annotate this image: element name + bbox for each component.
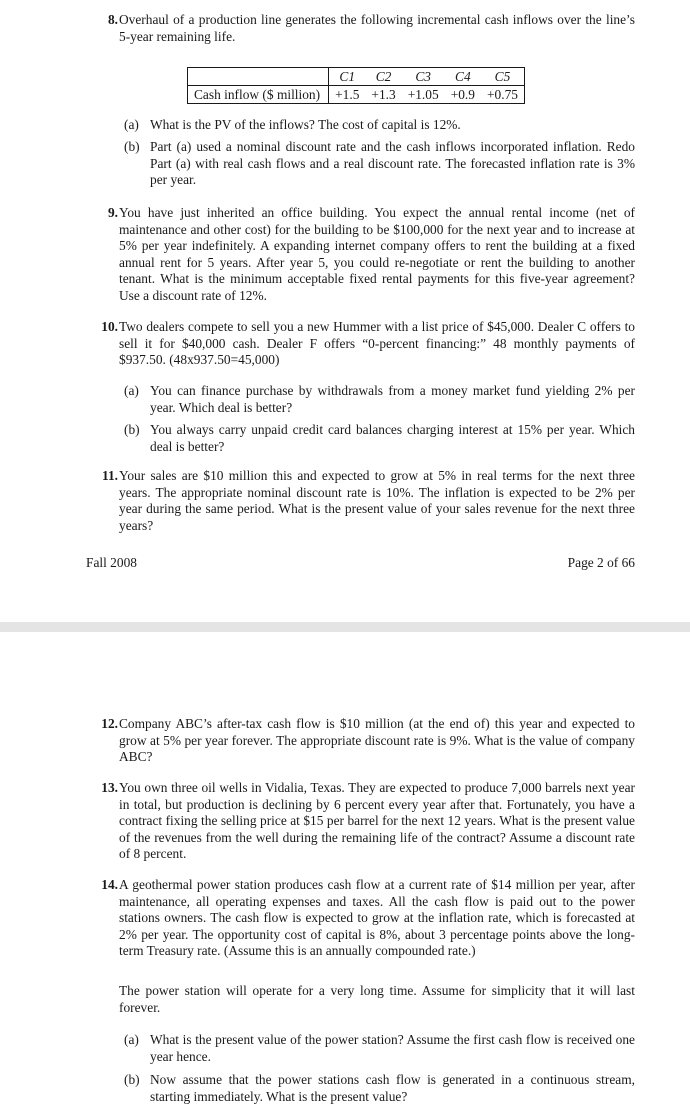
footer-page-number: Page 2 of 66	[567, 555, 635, 570]
sub-label: (a)	[124, 383, 139, 398]
question-number: 11.	[102, 468, 118, 483]
question-14b	[124, 1072, 635, 1105]
question-number: 12.	[101, 716, 118, 731]
column-header: C2	[375, 69, 392, 84]
table-cell: +0.75	[481, 86, 525, 104]
question-14-paragraph: The power station will operate for a very long time. Assume for simplicity that it will last forever.	[119, 983, 635, 1015]
page-2	[0, 632, 690, 1111]
question-text: You have just inherited an office building. You expect the annual rental income (net of maintenance and other cost) for the building to be $100,000 for the next year and to increase at 5% per year indefinitely. A expanding internet company offers to rent the building at a fixed annual rent for 5 years. After year 5, you could re-negotiate or rent the building to another tenant. What is the minimum acceptable fixed rental payments for this five-year agreement? Use a discount rate of 12%.	[119, 205, 635, 303]
table-cell: +1.5	[329, 86, 366, 104]
question-text: You own three oil wells in Vidalia, Texas. They are expected to produce 7,000 barrels next year in total, but production is declining by 6 percent every year after that. Fortunately, you have a contract fixing the selling price at $15 per barrel for the next 12 years. What is the present value of the revenues from the well during the remaining life of the contract? Assume a discount rate of 8 percent.	[119, 780, 635, 862]
page-separator	[0, 622, 690, 632]
table-row	[188, 86, 525, 104]
question-11	[86, 468, 635, 534]
question-8a	[124, 117, 635, 134]
question-10	[86, 319, 635, 369]
sub-text: What is the PV of the inflows? The cost of capital is 12%.	[150, 117, 461, 132]
sub-text: Now assume that the power stations cash flow is generated in a continuous stream, starting immediately. What is the present value?	[150, 1072, 635, 1104]
sub-text: What is the present value of the power station? Assume the first cash flow is received one year hence.	[150, 1032, 635, 1064]
question-text: Your sales are $10 million this and expected to grow at 5% in real terms for the next three years. The appropriate nominal discount rate is 10%. The inflation is expected to be 2% per year during the same period. What is the present value of your sales revenue for the next three years?	[119, 468, 635, 533]
column-header: C4	[455, 69, 471, 84]
question-number: 14.	[101, 877, 118, 892]
column-header: C3	[415, 69, 431, 84]
question-12	[86, 716, 635, 766]
question-8b	[124, 139, 635, 189]
question-14a	[124, 1032, 635, 1065]
footer-term: Fall 2008	[86, 555, 137, 570]
sub-label: (a)	[124, 1032, 139, 1047]
question-14	[86, 877, 635, 960]
question-text: Company ABC’s after-tax cash flow is $10 million (at the end of) this year and expected to grow at 5% per year forever. The appropriate discount rate is 9%. What is the value of company ABC?	[119, 716, 635, 765]
question-text: A geothermal power station produces cash flow at a current rate of $14 million per year, after maintenance, all operating expenses and taxes. All the cash flow is paid out to the power stations owners. The cash flow is expected to grow at the inflation rate, which is forecasted at 2% per year. The opportunity cost of capital is 8%, about 3 percentage points above the long-term Treasury rate. (Assume this is an annually compounded rate.)	[119, 877, 635, 959]
question-number: 8.	[107, 12, 118, 27]
row-label: Cash inflow ($ million)	[188, 86, 329, 104]
question-10a	[124, 383, 635, 416]
table-cell: +1.3	[365, 86, 401, 104]
sub-label: (a)	[124, 117, 139, 132]
question-10b	[124, 422, 635, 455]
question-number: 10.	[101, 319, 118, 334]
sub-text: Part (a) used a nominal discount rate and the cash inflows incorporated inflation. Redo Part (a) with real cash flows and a real discount rate. The forecasted inflation rate is 3% per year.	[150, 139, 635, 188]
sub-label: (b)	[124, 1072, 140, 1087]
column-header: C5	[494, 69, 511, 84]
table-header-row	[188, 68, 525, 86]
sub-label: (b)	[124, 422, 140, 437]
question-9	[86, 205, 635, 305]
question-text: Overhaul of a production line generates the following incremental cash inflows over the line’s 5-year remaining life.	[119, 12, 635, 44]
question-number: 13.	[101, 780, 118, 795]
table-cell: +0.9	[445, 86, 481, 104]
table-cell: +1.05	[402, 86, 445, 104]
question-text: Two dealers compete to sell you a new Hummer with a list price of $45,000. Dealer C offers to sell it for $40,000 cash. Dealer F offers “0-percent financing:” 48 monthly payments of $937.50. (48x937.50=45,000)	[119, 319, 635, 368]
sub-text: You always carry unpaid credit card balances charging interest at 15% per year. Which deal is better?	[150, 422, 635, 454]
question-8	[86, 12, 635, 45]
column-header: C1	[339, 69, 356, 84]
cash-inflow-table	[187, 67, 525, 104]
question-13	[86, 780, 635, 863]
question-number: 9.	[107, 205, 118, 220]
sub-label: (b)	[124, 139, 140, 154]
sub-text: You can finance purchase by withdrawals from a money market fund yielding 2% per year. Which deal is better?	[150, 383, 635, 415]
